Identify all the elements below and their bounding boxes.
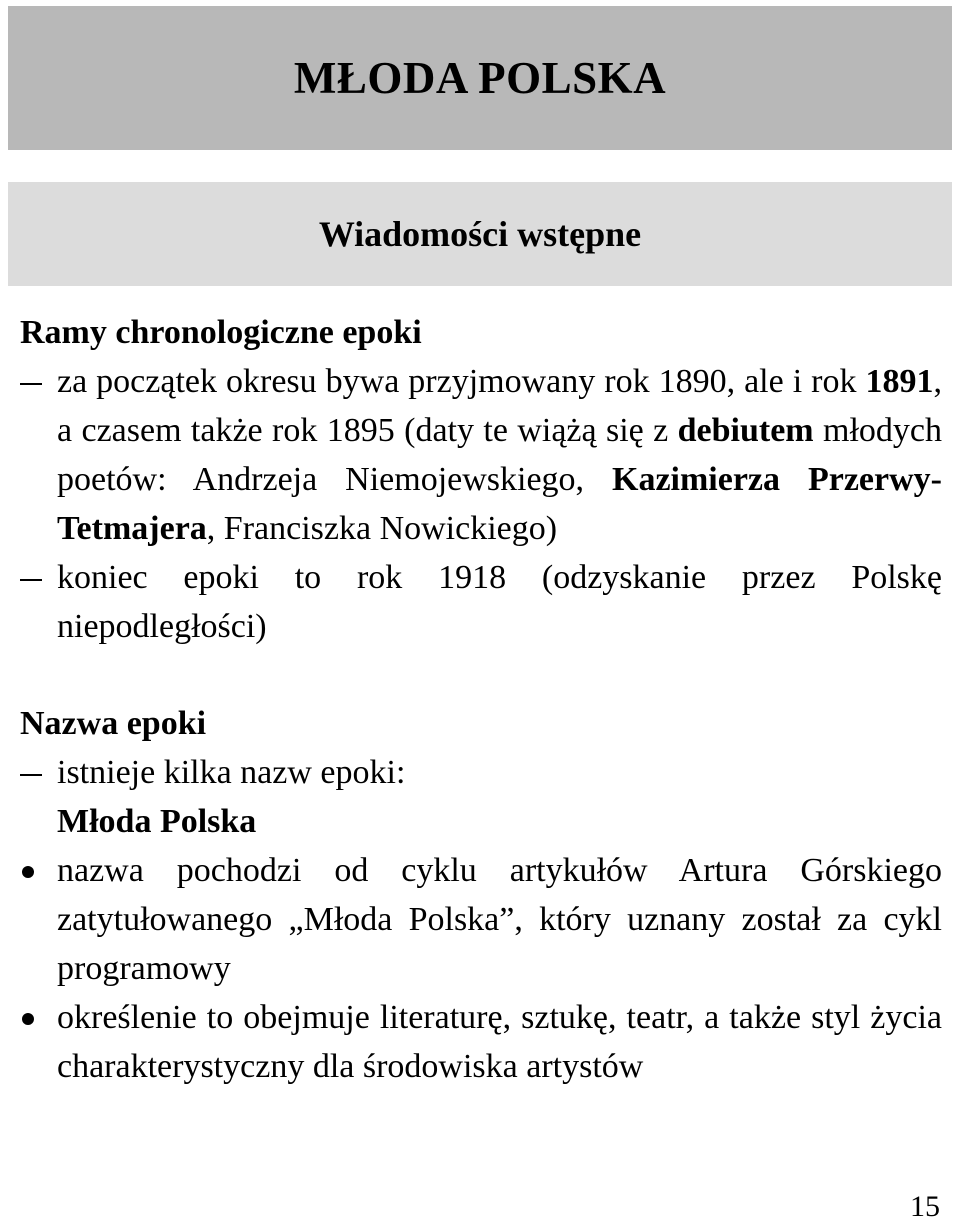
document-body	[20, 308, 942, 1091]
text-run: istnieje kilka nazw epoki:	[57, 754, 406, 791]
text-run: nazwa pochodzi od cyklu artykułów Artura Górskiego zatytułowanego „Młoda Polska”, który uznany został za cykl programowy	[57, 852, 942, 987]
text-run: , Franciszka Nowickiego)	[206, 510, 558, 547]
section-subtitle: Wiadomości wstępne	[318, 214, 642, 254]
section-heading-name: Nazwa epoki	[20, 705, 207, 742]
text-run: za początek okresu bywa przyjmowany rok 1890, ale i rok	[57, 363, 866, 400]
bold-year: 1891	[865, 363, 934, 400]
bullet-item-scope	[20, 993, 942, 1091]
list-item-start-date	[20, 357, 942, 553]
text-run: , a czasem także rok 1895 (daty te wiążą się z	[57, 363, 942, 449]
page-title: MŁODA POLSKA	[293, 53, 667, 103]
text-run: koniec epoki to rok 1918 (odzyskanie przez Polskę niepodległości)	[57, 559, 942, 645]
title-band	[8, 6, 952, 150]
section-heading-chronology: Ramy chronologiczne epoki	[20, 314, 422, 351]
bold-debut: debiutem	[677, 412, 814, 449]
page-number: 15	[910, 1190, 940, 1223]
subtitle-band	[8, 182, 952, 286]
list-item-end-date	[20, 553, 942, 651]
subheading-mloda-polska: Młoda Polska	[57, 803, 257, 840]
list-item-names	[20, 748, 942, 797]
text-run: określenie to obejmuje literaturę, sztukę, teatr, a także styl życia charakterystyczny dla środowiska artystów	[57, 999, 942, 1085]
text-run: młodych poetów: Andrzeja Niemojewskiego,	[57, 412, 943, 498]
bold-poet-name: Kazimierza Przerwy-Tetmajera	[57, 461, 942, 547]
bullet-item-origin	[20, 846, 942, 993]
